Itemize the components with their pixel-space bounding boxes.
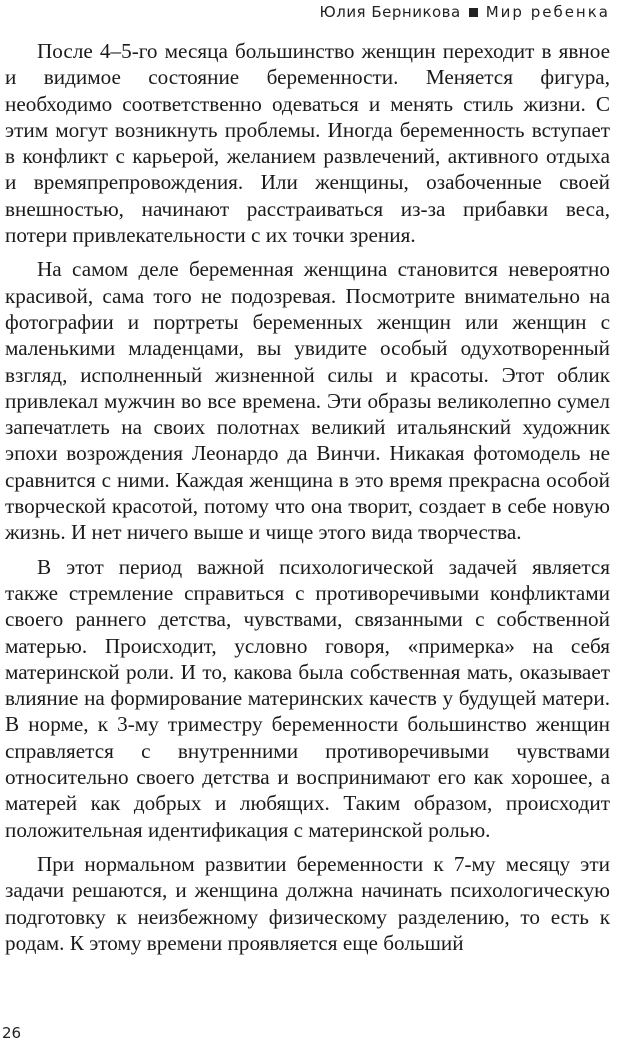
paragraph: В этот период важной психологической задачей является также стремление справиться с противоречивыми конфликтами своего раннего детства, чувствами, связанными с собственной матерью. Происходит, условно говоря, «примерка» на себя материнской роли. И то, какова была собственная мать, оказывает влияние на формирование материнских качеств у будущей матери. В норме, к 3-му триместру беременности большинство женщин справляется с внутренними противоречивыми чувствами относительно своего детства и воспринимают его как хорошее, а матерей как добрых и любящих. Таким образом, происходит положительная идентификация с материнской ролью.	[5, 554, 610, 842]
body-text	[5, 38, 610, 964]
header-separator-square	[469, 8, 478, 17]
running-header	[320, 3, 610, 21]
page-number: 26	[2, 1024, 22, 1042]
paragraph: На самом деле беременная женщина становится невероятно красивой, сама того не подозревая. Посмотрите внимательно на фотографии и портреты беременных женщин или женщин с маленькими младенцами, вы увидите особый одухотворенный взгляд, исполненный жизненной силы и красоты. Этот облик привлекал мужчин во все времена. Эти образы великолепно сумел запечатлеть на своих полотнах великий итальянский художник эпохи возрождения Леонардо да Винчи. Никакая фотомодель не сравнится с ними. Каждая женщина в это время прекрасна особой творческой красотой, потому что она творит, создает в себе новую жизнь. И нет ничего выше и чище этого вида творчества.	[5, 257, 610, 545]
header-author: Юлия Берникова	[319, 3, 461, 21]
paragraph: При нормальном развитии беременности к 7-му месяцу эти задачи решаются, и женщина должна начинать психологическую подготовку к неизбежному физическому разделению, то есть к родам. К этому времени проявляется еще больший	[5, 851, 610, 955]
paragraph: После 4–5-го месяца большинство женщин переходит в явное и видимое состояние беременности. Меняется фигура, необходимо соответственно одеваться и менять стиль жизни. С этим могут возникнуть проблемы. Иногда беременность вступает в конфликт с карьерой, желанием развлечений, активного отдыха и времяпрепровождения. Или женщины, озабоченные своей внешностью, начинают расстраиваться из-за прибавки веса, потери привлекательности с их точки зрения.	[5, 39, 610, 248]
header-book-title: Мир ребенка	[485, 3, 610, 21]
